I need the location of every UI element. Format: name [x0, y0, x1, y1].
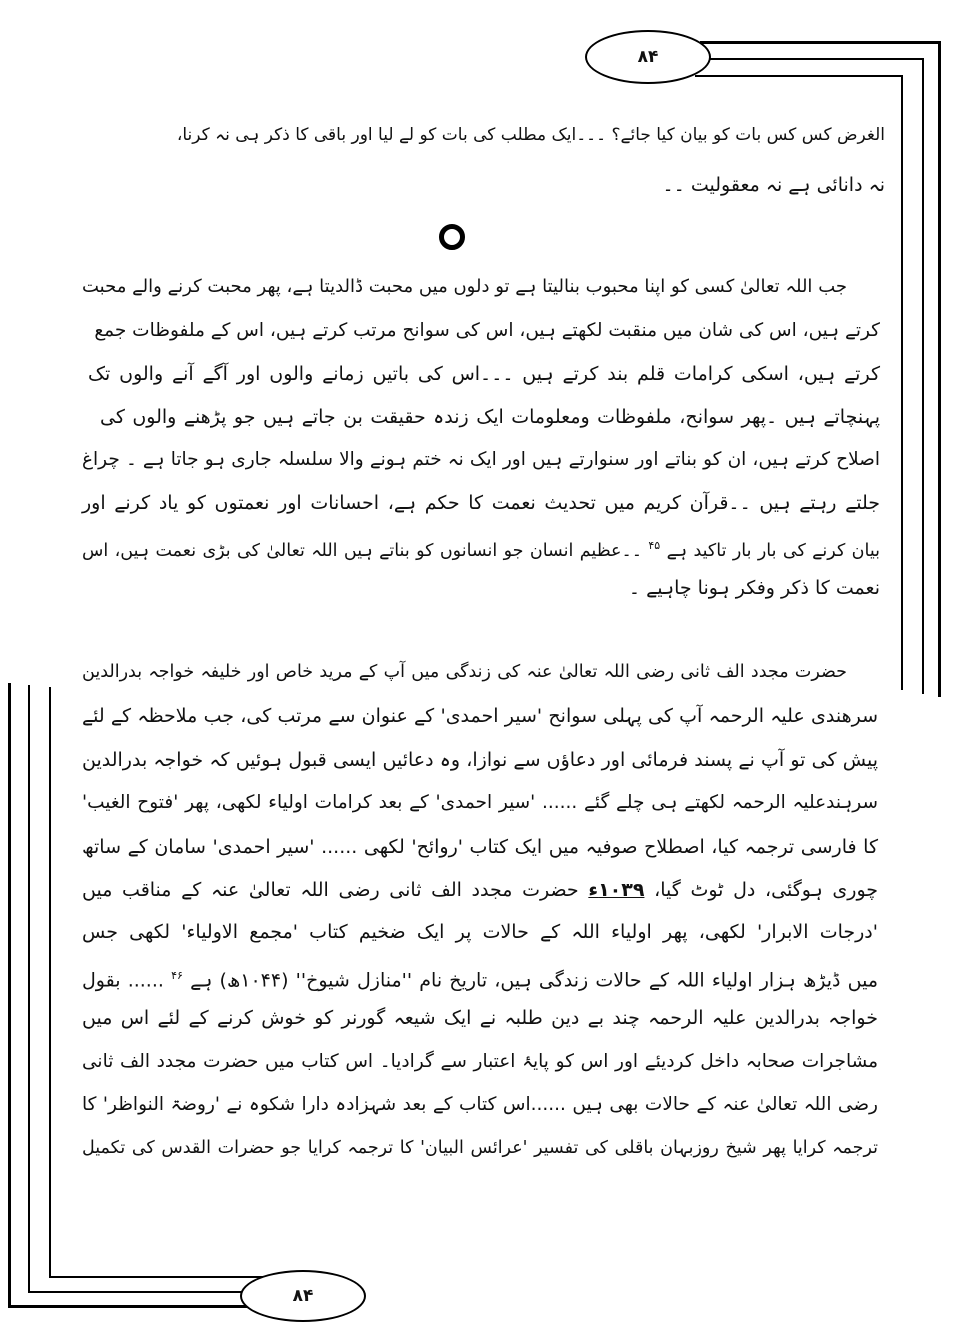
frame-line: [8, 1305, 253, 1308]
frame-line: [922, 58, 924, 694]
text-line: سرہندعلیہ الرحمہ لکھتے ہی چلے گئے ...... 'سیر احمدی' کے بعد کرامات اولیاء لکھی، پھر 'فتوح الغیب': [82, 792, 878, 813]
frame-line: [49, 687, 51, 1278]
footnote-marker: ۴۵: [648, 539, 661, 552]
text-line: [82, 961, 878, 995]
text-line: خواجہ بدرالدین علیہ الرحمہ چند بے دین طلبہ نے ایک شیعہ گورنر کو خوش کرنے کے لئے اس میں: [82, 1007, 878, 1029]
page-number-bottom: ۸۴: [240, 1270, 366, 1322]
frame-line: [938, 41, 941, 697]
year-marker: ۱۰۳۹ء: [588, 879, 645, 901]
text-line: مشاجرات صحابہ داخل کردیئے اور اس کو پایۂ اعتبار سے گرادیا۔ اس کتاب میں حضرت مجدد الف ثانی: [82, 1051, 878, 1072]
text-line: 'درجات الابرار' لکھی، پھر اولیاء اللہ کے حالات پر ایک ضخیم کتاب 'مجمع الاولیاء' لکھی جس: [82, 921, 878, 943]
text-line: کا فارسی ترجمہ کیا، اصطلاح صوفیہ میں ایک کتاب 'روائح' لکھی ...... 'سیر احمدی' سامان کے ساتھ: [82, 836, 878, 858]
text-line: نعمت کا ذکر وفکر ہونا چاہیے ۔: [628, 577, 880, 599]
text-line: نہ دانائی ہے نہ معقولیت ۔۔: [662, 174, 885, 196]
text-line: [82, 531, 880, 566]
text-segment: بیان کرنے کی بار بار تاکید ہے: [666, 540, 880, 561]
text-line: پیش کی تو آپ نے پسند فرمائی اور دعاؤں سے نوازا، وہ دعائیں ایسی قبول ہوئیں کہ خواجہ بدرالدین: [82, 749, 878, 771]
text-line: پہنچاتے ہیں ۔پھر سوانح، ملفوظات ومعلومات ایک زندہ حقیقت بن جاتے ہیں جو پڑھنے والوں کی: [100, 406, 880, 428]
frame-line: [700, 41, 941, 44]
frame-line: [695, 75, 903, 77]
text-segment: میں ڈیڑھ ہزار اولیاء اللہ کے حالات زندگی ہیں، تاریخ نام ''منازل شیوخ'' (۱۰۴۴ھ) ہے: [190, 969, 878, 992]
text-segment: چوری ہوگئی، دل ٹوٹ گیا،: [654, 879, 879, 901]
text-line: اصلاح کرتے ہیں، ان کو بناتے اور سنوارتے ہیں اور ایک نہ ختم ہونے والا سلسلہ جاری ہو جاتا ہے ۔ چراغ: [82, 449, 880, 470]
text-line: رضی اللہ تعالیٰ عنہ کے حالات بھی ہیں ......اس کتاب کے بعد شہزادہ دارا شکوہ نے 'روضۃ النواظر' کا: [82, 1094, 878, 1115]
text-line: [82, 875, 878, 905]
frame-line: [8, 683, 11, 1308]
text-line: الغرض کس کس بات کو بیان کیا جائے؟ ۔۔۔ایک مطلب کی بات کو لے لیا اور باقی کا ذکر ہی نہ کرنا،: [176, 125, 885, 145]
frame-line: [28, 1291, 243, 1293]
frame-line: [28, 685, 30, 1293]
text-line: سرھندی علیہ الرحمہ آپ کی پہلی سوانح 'سیر احمدی' کے عنوان سے مرتب کی، جب ملاحظہ کے لئے: [82, 705, 878, 727]
text-line: کرتے ہیں، اسکی کرامات قلم بند کرتے ہیں ۔۔۔اس کی باتیں زمانے والوں اور آگے آنے والوں تک: [88, 363, 880, 385]
text-line: جب اللہ تعالیٰ کسی کو اپنا محبوب بنالیتا ہے تو دلوں میں محبت ڈالدیتا ہے، پھر محبت کرنے والے محبت: [82, 276, 847, 297]
text-segment: ۔۔عظیم انسان جو انسانوں کو بناتے ہیں اللہ تعالیٰ کی بڑی نعمت ہیں، اس: [82, 540, 642, 561]
text-line: کرتے ہیں، اس کی شان میں منقبت لکھتے ہیں، اس کی سوانح مرتب کرتے ہیں، اس کے ملفوظات جمع: [94, 320, 880, 341]
circle-ornament: [439, 224, 465, 250]
page-number-top: ۸۴: [585, 30, 711, 84]
text-line: ترجمہ کرایا پھر شیخ روزبہان باقلی کی تفسیر 'عرائس البیان' کا ترجمہ کرایا جو حضرات القدس کی تکمیل: [82, 1138, 878, 1158]
frame-line: [49, 1276, 264, 1278]
frame-line: [705, 58, 924, 60]
text-segment: حضرت مجدد الف ثانی رضی اللہ تعالیٰ عنہ کے مناقب میں: [82, 879, 579, 901]
footnote-marker: ۴۶: [171, 969, 183, 982]
frame-line: [901, 75, 903, 690]
text-line: حضرت مجدد الف ثانی رضی اللہ تعالیٰ عنہ کی زندگی میں آپ کے مرید خاص اور خلیفہ خواجہ بدرالدین: [82, 662, 847, 682]
text-line: جلتے رہتے ہیں ۔۔قرآن کریم میں تحدیث نعمت کا حکم ہے، احسانات اور نعمتوں کو یاد کرنے اور: [82, 492, 880, 514]
text-segment: ...... بقول: [82, 969, 164, 992]
